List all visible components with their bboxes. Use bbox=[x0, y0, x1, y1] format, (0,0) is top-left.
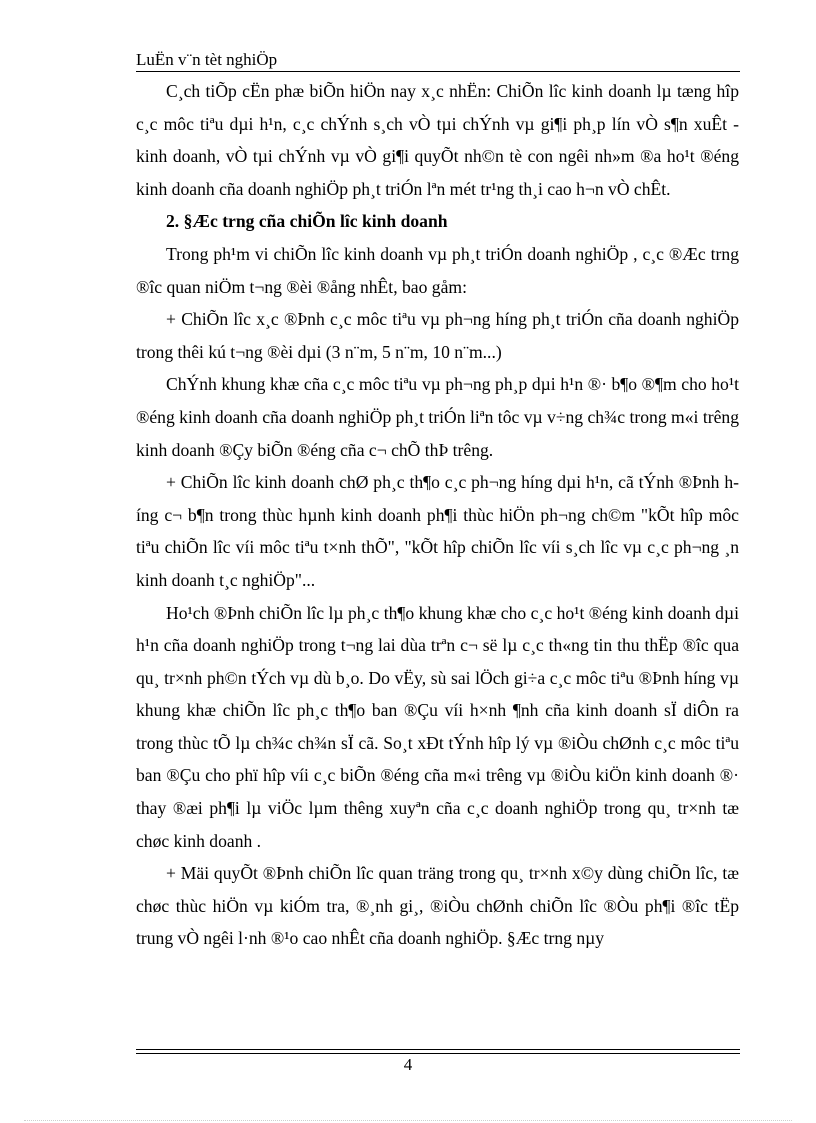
paragraph-scope: Trong ph¹m vi chiÕn lîc kinh doanh vµ ph¸t triÓn doanh nghiÖp , c¸c ®Æc trng ®îc quan niÖm t¬ng ®èi ®ång nhÊt, bao gåm: bbox=[136, 243, 739, 297]
page-number: 4 bbox=[403, 1055, 413, 1074]
paragraph-feature-1: + ChiÕn lîc x¸c ®Þnh c¸c môc tiªu vµ ph¬ng híng ph¸t triÓn cña doanh nghiÖp trong thêi kú t¬ng ®èi dµi (3 n¨m, 5 n¨m, 10 n¨m...) bbox=[136, 309, 739, 362]
paragraph-feature-2: + ChiÕn lîc kinh doanh chØ ph¸c th¶o c¸c ph¬ng híng dµi h¹n, cã tÝnh ®Þnh híng c¬ b¶n trong thùc hµnh kinh doanh ph¶i thùc hiÖn ph¬ng ch©m "kÕt hîp môc tiªu chiÕn lîc víi môc tiªu t×nh thÕ", "kÕt hîp chiÕn lîc víi s¸ch lîc vµ c¸c ph¬ng ¸n kinh doanh t¸c nghiÖp"... bbox=[136, 472, 739, 590]
paragraph-intro: C¸ch tiÕp cËn phæ biÕn hiÖn nay x¸c nhËn: ChiÕn lîc kinh doanh lµ tæng hîp c¸c môc tiªu dµi h¹n, c¸c chÝnh s¸ch vÒ tµi chÝnh vµ gi¶i ph¸p lín vÒ s¶n xuÊt - kinh doanh, vÒ tµi chÝnh vµ vÒ gi¶i quyÕt nh©n tè con ngêi nh»m ®a ho¹t ®éng kinh doanh cña doanh nghiÖp ph¸t triÓn lªn mét tr¹ng th¸i cao h¬n vÒ chÊt. bbox=[136, 81, 739, 199]
section-heading: 2. §Æc trng cña chiÕn lîc kinh doanh bbox=[166, 211, 448, 232]
header-rule bbox=[136, 71, 740, 72]
page-header-title: LuËn v¨n tèt nghiÖp bbox=[136, 50, 278, 69]
paragraph-framework: ChÝnh khung khæ cña c¸c môc tiªu vµ ph¬ng ph¸p dµi h¹n ®· b¶o ®¶m cho ho¹t ®éng kinh doanh cña doanh nghiÖp ph¸t triÓn liªn tôc vµ v÷ng ch¾c trong m«i trêng kinh doanh ®Çy biÕn ®éng cña c¬ chÕ thÞ trêng. bbox=[136, 374, 739, 460]
paragraph-planning: Ho¹ch ®Þnh chiÕn lîc lµ ph¸c th¶o khung khæ cho c¸c ho¹t ®éng kinh doanh dµi h¹n cña doanh nghiÖp trong t¬ng lai dùa trªn c¬ së lµ c¸c th«ng tin thu thËp ®îc qua qu¸ tr×nh ph©n tÝch vµ dù b¸o. Do vËy, sù sai lÖch gi÷a c¸c môc tiªu ®Þnh híng vµ khung khæ chiÕn lîc ph¸c th¶o ban ®Çu víi h×nh ¶nh cña kinh doanh sÏ diÔn ra trong thùc tÕ lµ ch¾c ch¾n sÏ cã. So¸t xÐt tÝnh hîp lý vµ ®iÒu chØnh c¸c môc tiªu ban ®Çu cho phï hîp víi c¸c biÕn ®éng cña m«i trêng vµ ®iÒu kiÖn kinh doanh ®· thay ®æi ph¶i lµ viÖc lµm thêng xuyªn cña c¸c doanh nghiÖp trong qu¸ tr×nh tæ chøc kinh doanh . bbox=[136, 602, 739, 851]
page-edge-divider bbox=[24, 1120, 792, 1121]
document-body bbox=[136, 75, 739, 955]
footer-rule bbox=[136, 1049, 740, 1050]
paragraph-feature-3: + Mäi quyÕt ®Þnh chiÕn lîc quan träng trong qu¸ tr×nh x©y dùng chiÕn lîc, tæ chøc thùc hiÖn vµ kiÓm tra, ®¸nh gi¸, ®iÒu chØnh chiÕn lîc ®Òu ph¶i ®îc tËp trung vÒ ngêi l·nh ®¹o cao nhÊt cña doanh nghiÖp. §Æc trng nµy bbox=[136, 863, 739, 949]
